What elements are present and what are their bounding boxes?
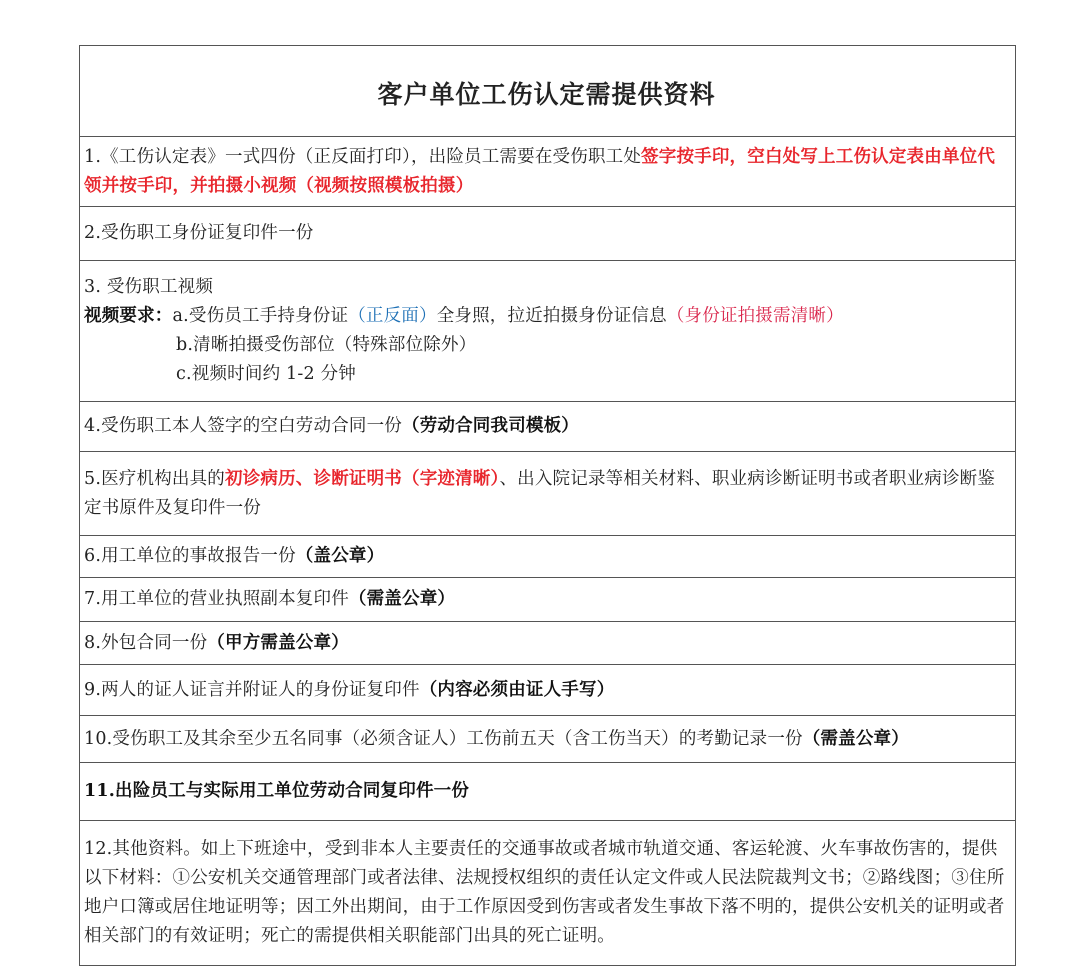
item-4	[80, 402, 1015, 452]
item-10	[80, 716, 1015, 763]
item-9-bold: （内容必须由证人手写）	[419, 679, 615, 700]
item-12	[80, 821, 1015, 965]
item-3-req-b: b.清晰拍摄受伤部位（特殊部位除外）	[176, 335, 477, 355]
item-9-normal: 9.两人的证人证言并附证人的身份证复印件	[84, 679, 420, 700]
item-9-text	[84, 676, 1009, 705]
item-5-text	[84, 465, 1009, 523]
item-3-req-c: c.视频时间约 1-2 分钟	[176, 364, 356, 384]
item-5	[80, 452, 1015, 536]
item-7	[80, 578, 1015, 622]
item-2-text: 2.受伤职工身份证复印件一份	[84, 223, 314, 243]
item-4-normal: 4.受伤职工本人签字的空白劳动合同一份	[84, 416, 402, 436]
item-6	[80, 536, 1015, 578]
item-11-text: 11.出险员工与实际用工单位劳动合同复印件一份	[84, 781, 470, 801]
item-1-highlight: 签字按手印，空白处写上工伤认定表由单位代领并按手印，并拍摄小视频（视频按照模板拍摄）	[84, 146, 996, 196]
req-a-prefix: a.受伤员工手持身份证	[172, 306, 349, 326]
page-title: 客户单位工伤认定需提供资料	[377, 79, 716, 109]
item-4-bold: （劳动合同我司模板）	[402, 416, 579, 436]
item-8	[80, 622, 1015, 665]
item-7-text	[84, 585, 1009, 614]
item-4-text	[84, 412, 1009, 441]
requirements-table	[79, 45, 1016, 966]
item-6-bold: （盖公章）	[295, 546, 385, 566]
title-row	[80, 46, 1015, 137]
item-10-normal: 10.受伤职工及其余至少五名同事（必须含证人）工伤前五天（含工伤当天）的考勤记录一份	[84, 728, 803, 749]
item-10-text	[84, 725, 1009, 754]
item-1	[80, 137, 1015, 207]
req-a-mid: 全身照，拉近拍摄身份证信息	[436, 306, 667, 326]
item-1-text	[84, 143, 1009, 201]
item-5-highlight: 初诊病历、诊断证明书（字迹清晰）	[225, 468, 500, 489]
item-8-bold: （甲方需盖公章）	[207, 632, 349, 653]
item-1-normal: 1.《工伤认定表》一式四份（正反面打印），出险员工需要在受伤职工处	[84, 146, 642, 167]
item-12-text: 12.其他资料。如上下班途中，受到非本人主要责任的交通事故或者城市轨道交通、客运轮渡、火车事故伤害的，提供以下材料：①公安机关交通管理部门或者法律、法规授权组织的责任认定文件或人民法院裁判文书；②路线图；③住所地户口簿或居住地证明等；因工外出期间，由于工作原因受到伤害或者发生事故下落不明的，提供公安机关的证明或者相关部门的有效证明；死亡的需提供相关职能部门出具的死亡证明。	[84, 839, 1005, 946]
video-requirements-label: 视频要求：	[84, 306, 173, 326]
item-11	[80, 763, 1015, 821]
item-6-normal: 6.用工单位的事故报告一份	[84, 546, 296, 566]
item-9	[80, 665, 1015, 716]
item-10-bold: （需盖公章）	[802, 728, 909, 749]
item-8-normal: 8.外包合同一份	[84, 632, 208, 653]
item-5-pre: 5.医疗机构出具的	[84, 468, 225, 489]
item-2	[80, 207, 1015, 261]
item-3-heading: 3. 受伤职工视频	[84, 277, 214, 297]
item-7-bold: （需盖公章）	[348, 589, 456, 609]
item-8-text	[84, 629, 1009, 658]
req-a-blue: （正反面）	[348, 306, 437, 326]
item-3	[80, 261, 1015, 402]
item-6-text	[84, 542, 1009, 571]
item-3-req-a	[84, 302, 1009, 331]
item-5-post: 、出入院记录等相关材料、职业病诊断证明书或者职业病诊断鉴定书原件及复印件一份	[84, 468, 996, 518]
item-7-normal: 7.用工单位的营业执照副本复印件	[84, 589, 349, 609]
req-a-pink: （身份证拍摄需清晰）	[666, 306, 844, 326]
